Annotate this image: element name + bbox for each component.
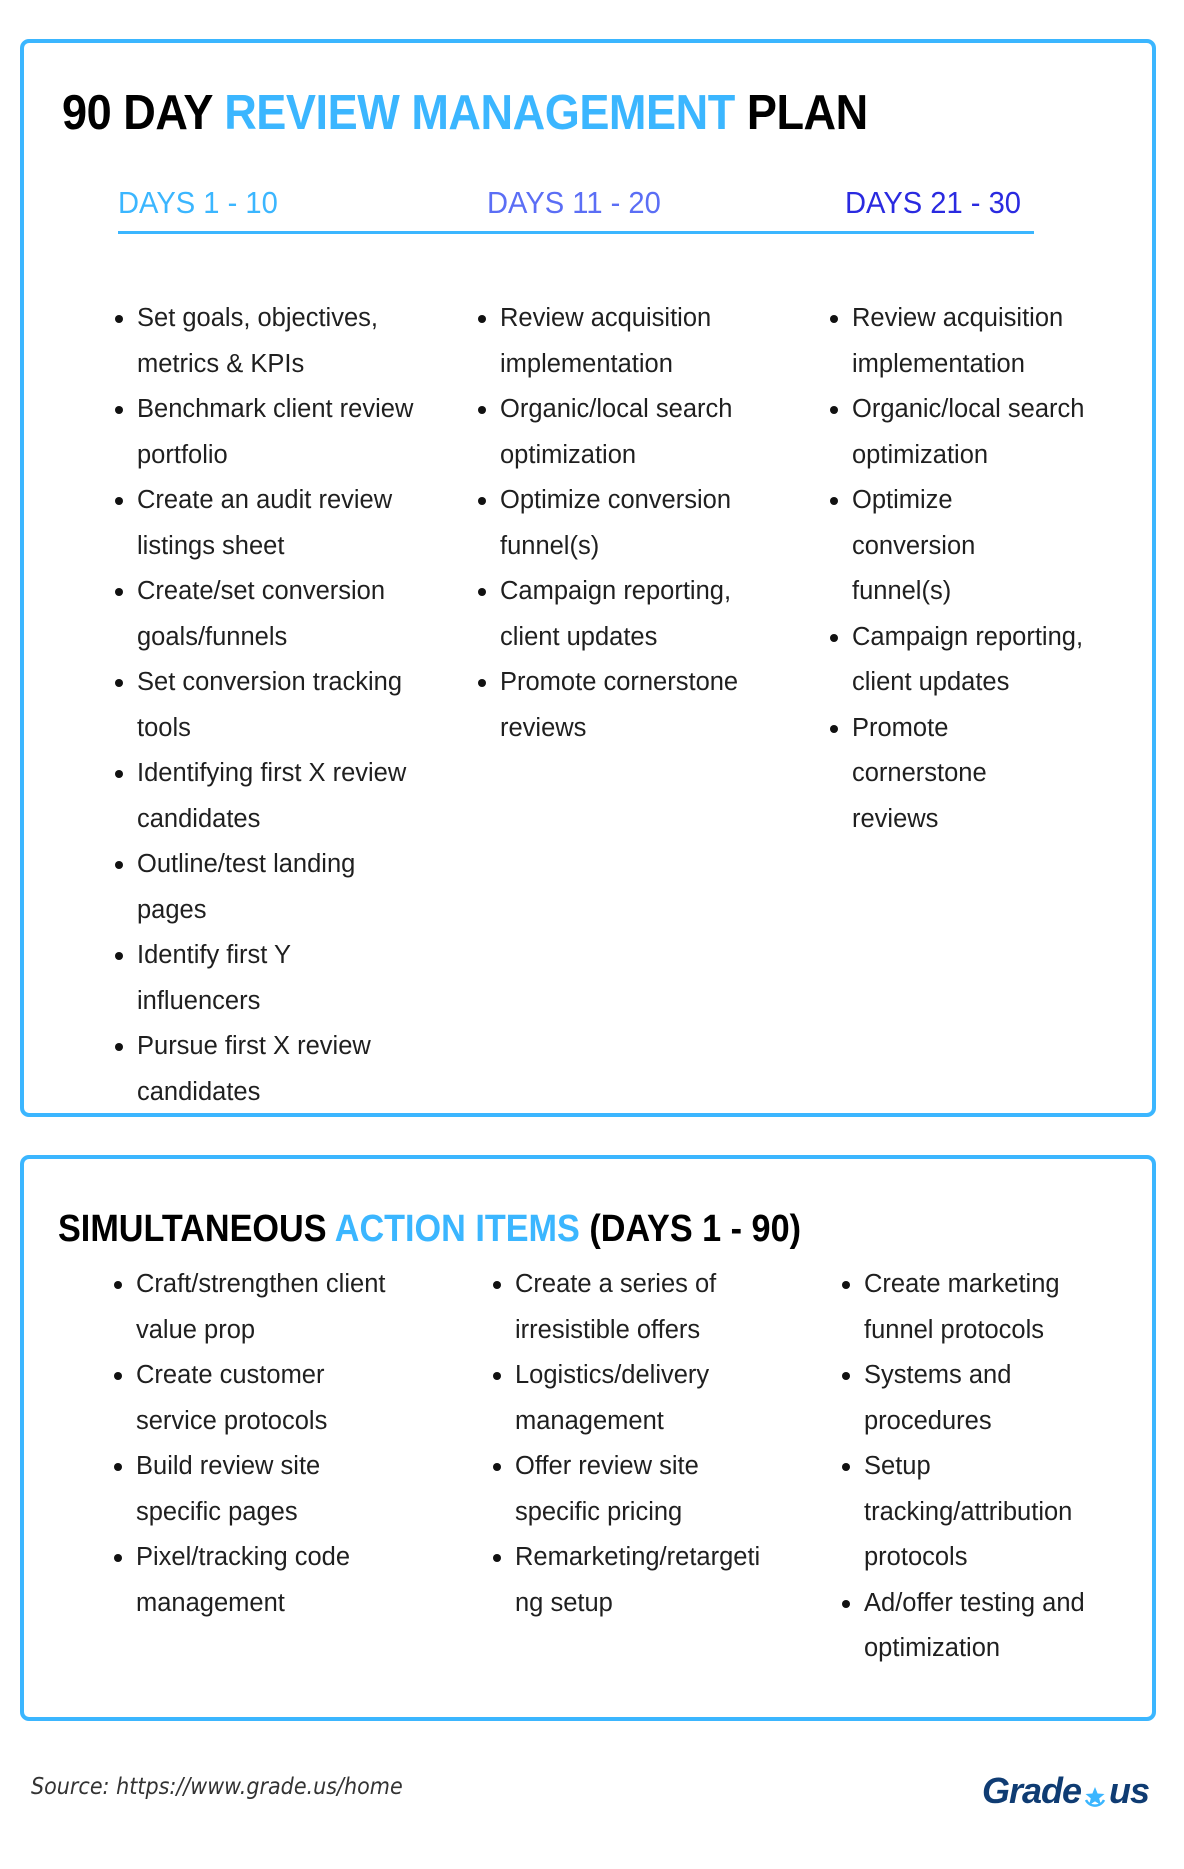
bullet-icon bbox=[842, 1600, 850, 1608]
list-item: Remarketing/retargeting setup bbox=[493, 1535, 783, 1626]
plan-card bbox=[20, 39, 1156, 1117]
list-item: Organic/local search optimization bbox=[478, 387, 768, 478]
phase-header-days-21-30: DAYS 21 - 30 bbox=[845, 185, 1022, 220]
bullet-icon bbox=[493, 1463, 501, 1471]
section-title bbox=[58, 1209, 801, 1251]
logo-text-right: us bbox=[1109, 1770, 1150, 1811]
list-item: Build review site specific pages bbox=[114, 1444, 424, 1535]
bullet-icon bbox=[830, 406, 838, 414]
bullet-icon bbox=[115, 406, 123, 414]
title-accent: REVIEW MANAGEMENT bbox=[224, 86, 735, 140]
phase-2-list bbox=[478, 296, 768, 751]
list-item: Promote cornerstone reviews bbox=[830, 706, 1100, 843]
list-item: Optimize conversion funnel(s) bbox=[478, 478, 768, 569]
list-item: Review acquisition implementation bbox=[478, 296, 768, 387]
bullet-icon bbox=[115, 315, 123, 323]
grade-us-logo bbox=[982, 1768, 1149, 1814]
list-item: Benchmark client review portfolio bbox=[115, 387, 415, 478]
list-item: Organic/local search optimization bbox=[830, 387, 1100, 478]
phase-header-days-1-10: DAYS 1 - 10 bbox=[118, 185, 278, 220]
bullet-icon bbox=[830, 315, 838, 323]
logo-text-left: Grade bbox=[982, 1770, 1082, 1811]
list-item: Review acquisition implementation bbox=[830, 296, 1100, 387]
bullet-icon bbox=[842, 1281, 850, 1289]
phase-3-list bbox=[830, 296, 1100, 842]
section-title-accent: ACTION ITEMS bbox=[334, 1208, 580, 1250]
list-item: Promote cornerstone reviews bbox=[478, 660, 768, 751]
bullet-icon bbox=[115, 497, 123, 505]
phase-headers bbox=[118, 183, 1034, 237]
section-title-suffix: (DAYS 1 - 90) bbox=[579, 1208, 801, 1250]
bullet-icon bbox=[830, 497, 838, 505]
bullet-icon bbox=[478, 406, 486, 414]
title-prefix: 90 DAY bbox=[62, 86, 225, 140]
bullet-icon bbox=[115, 861, 123, 869]
list-item: Pursue first X review candidates bbox=[115, 1024, 415, 1115]
list-item: Identifying first X review candidates bbox=[115, 751, 415, 842]
list-item: Setup tracking/attribution protocols bbox=[842, 1444, 1112, 1581]
bullet-icon bbox=[114, 1554, 122, 1562]
bullet-icon bbox=[115, 770, 123, 778]
phase-1-list bbox=[115, 296, 415, 1115]
list-item: Set conversion tracking tools bbox=[115, 660, 415, 751]
list-item: Create marketing funnel protocols bbox=[842, 1262, 1112, 1353]
list-item: Create/set conversion goals/funnels bbox=[115, 569, 415, 660]
bullet-icon bbox=[478, 588, 486, 596]
list-item: Optimize conversion funnel(s) bbox=[830, 478, 1100, 615]
list-item: Systems and procedures bbox=[842, 1353, 1112, 1444]
list-item: Create an audit review listings sheet bbox=[115, 478, 415, 569]
bullet-icon bbox=[115, 1043, 123, 1051]
list-item: Craft/strengthen client value prop bbox=[114, 1262, 424, 1353]
phase-header-days-11-20: DAYS 11 - 20 bbox=[487, 185, 661, 220]
bullet-icon bbox=[114, 1463, 122, 1471]
phase-divider bbox=[118, 231, 1034, 234]
list-item: Pixel/tracking code management bbox=[114, 1535, 424, 1626]
bullet-icon bbox=[115, 679, 123, 687]
bullet-icon bbox=[830, 634, 838, 642]
actions-card bbox=[20, 1155, 1156, 1721]
list-item: Logistics/delivery management bbox=[493, 1353, 783, 1444]
bullet-icon bbox=[114, 1372, 122, 1380]
bullet-icon bbox=[493, 1372, 501, 1380]
bullet-icon bbox=[478, 497, 486, 505]
list-item: Ad/offer testing and optimization bbox=[842, 1581, 1112, 1672]
actions-list-1 bbox=[114, 1262, 424, 1626]
list-item: Campaign reporting, client updates bbox=[830, 615, 1100, 706]
source-citation: Source: https://www.grade.us/home bbox=[31, 1774, 403, 1800]
bullet-icon bbox=[493, 1281, 501, 1289]
bullet-icon bbox=[830, 725, 838, 733]
list-item: Identify first Y influencers bbox=[115, 933, 415, 1024]
title-suffix: PLAN bbox=[734, 86, 868, 140]
bullet-icon bbox=[478, 679, 486, 687]
page-title bbox=[62, 86, 868, 140]
list-item: Create customer service protocols bbox=[114, 1353, 424, 1444]
star-icon bbox=[1082, 1781, 1108, 1811]
bullet-icon bbox=[115, 952, 123, 960]
actions-list-3 bbox=[842, 1262, 1112, 1672]
bullet-icon bbox=[478, 315, 486, 323]
list-item: Campaign reporting, client updates bbox=[478, 569, 768, 660]
section-title-prefix: SIMULTANEOUS bbox=[58, 1208, 335, 1250]
list-item: Set goals, objectives, metrics & KPIs bbox=[115, 296, 415, 387]
list-item: Create a series of irresistible offers bbox=[493, 1262, 783, 1353]
bullet-icon bbox=[493, 1554, 501, 1562]
list-item: Outline/test landing pages bbox=[115, 842, 415, 933]
bullet-icon bbox=[842, 1463, 850, 1471]
actions-list-2 bbox=[493, 1262, 783, 1626]
list-item: Offer review site specific pricing bbox=[493, 1444, 783, 1535]
bullet-icon bbox=[114, 1281, 122, 1289]
bullet-icon bbox=[115, 588, 123, 596]
bullet-icon bbox=[842, 1372, 850, 1380]
